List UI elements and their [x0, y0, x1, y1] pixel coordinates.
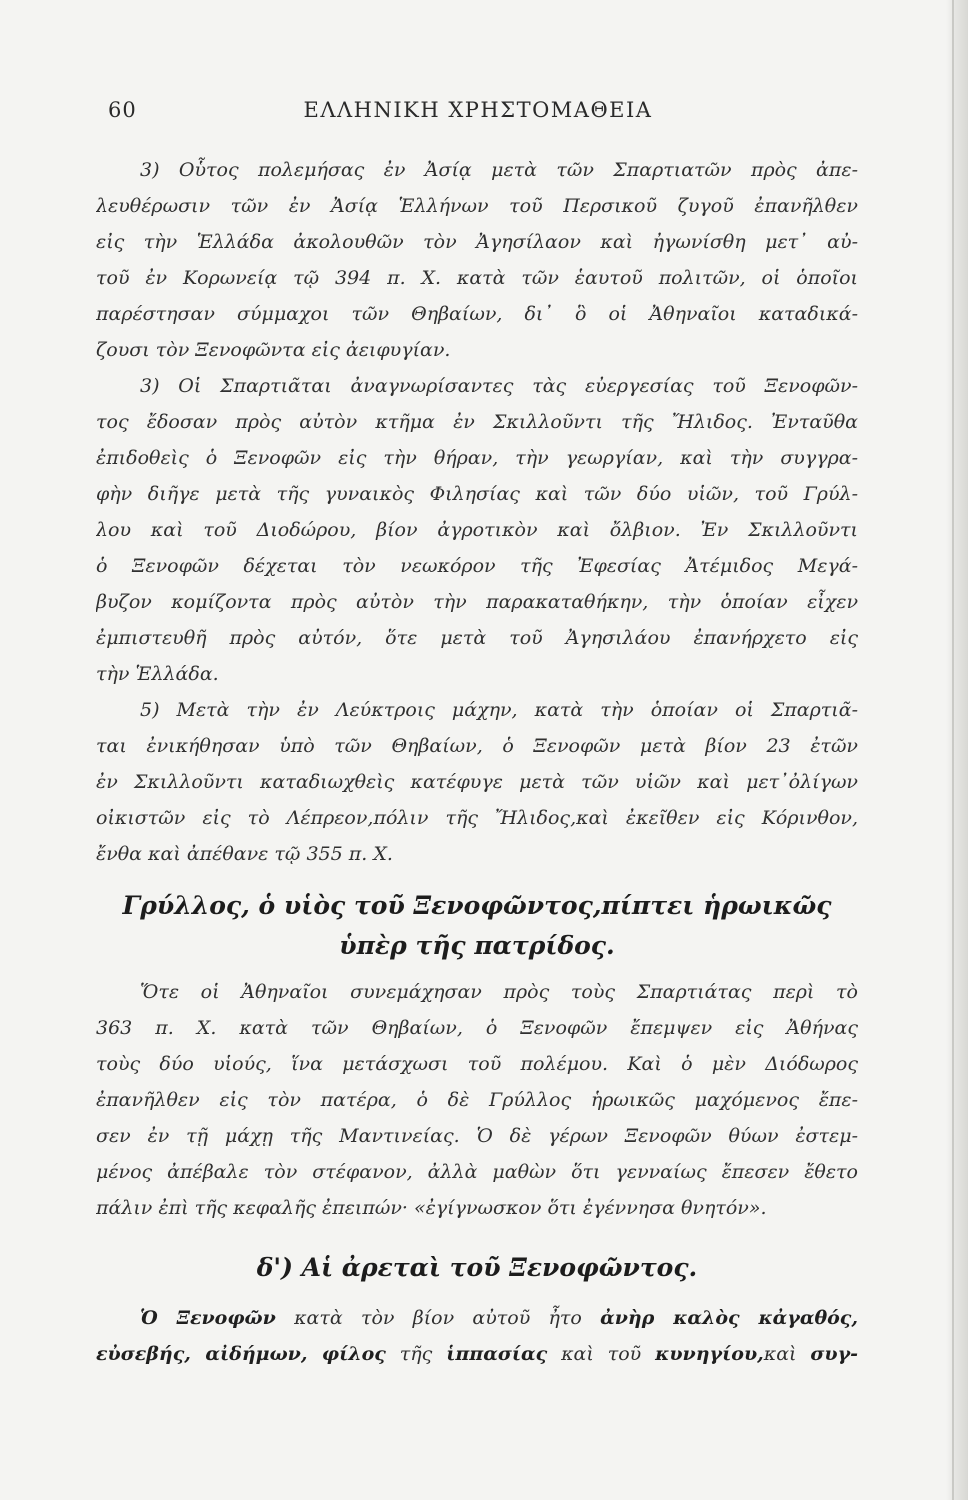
heading-line: Γρύλλος, ὁ υἱὸς τοῦ Ξενοφῶντος,πίπτει ἡρωικῶς	[122, 891, 832, 920]
text-run: κατὰ τὸν βίον αὐτοῦ ἦτο	[275, 1307, 601, 1329]
text-line: τὴν Ἑλλάδα.	[96, 663, 219, 685]
text-line: τοῦ ἐν Κορωνείᾳ τῷ 394 π. Χ. κατὰ τῶν ἑαυτοῦ πολιτῶν, οἱ ὁποῖοι	[96, 267, 858, 289]
text-line: 5) Μετὰ τὴν ἐν Λεύκτροις μάχην, κατὰ τὴν ὁποίαν οἱ Σπαρτιᾶ-	[140, 699, 858, 721]
text-line: ὁ Ξενοφῶν δέχεται τὸν νεωκόρον τῆς Ἐφεσίας Ἀτέμιδος Μεγά-	[96, 555, 858, 577]
text-line: Ὅτε οἱ Ἀθηναῖοι συνεμάχησαν πρὸς τοὺς Σπαρτιάτας περὶ τὸ	[140, 981, 858, 1003]
running-head	[108, 98, 848, 134]
text-line: φὴν διῆγε μετὰ τῆς γυναικὸς Φιλησίας καὶ τῶν δύο υἱῶν, τοῦ Γρύλ-	[96, 483, 858, 505]
bold-phrase: εὐσεβής, αἰδήμων, φίλος	[96, 1343, 386, 1365]
paragraph-3-agesilaus	[96, 152, 858, 368]
section-heading-gryllos	[96, 886, 858, 966]
text-line: οἰκιστῶν εἰς τὸ Λέπρεον,πόλιν τῆς Ἤλιδος,καὶ ἐκεῖθεν εἰς Κόρινθον,	[96, 807, 858, 829]
heading-line: ὑπὲρ τῆς πατρίδος.	[339, 931, 615, 960]
text-line: μένος ἀπέβαλε τὸν στέφανον, ἀλλὰ μαθὼν ὅτι γενναίως ἔπεσεν ἔθετο	[96, 1161, 858, 1183]
bold-phrase: συγ-	[810, 1343, 858, 1365]
text-line: ἐπανῆλθεν εἰς τὸν πατέρα, ὁ δὲ Γρύλλος ἡρωικῶς μαχόμενος ἔπε-	[96, 1089, 858, 1111]
text-line: λου καὶ τοῦ Διοδώρου, βίον ἀγροτικὸν καὶ ὄλβιον. Ἐν Σκιλλοῦντι	[96, 519, 858, 541]
bold-phrase: ἀνὴρ καλὸς κἀγαθός,	[600, 1307, 858, 1329]
text-line: ζουσι τὸν Ξενοφῶντα εἰς ἀειφυγίαν.	[96, 339, 451, 361]
text-line: πάλιν ἐπὶ τῆς κεφαλῆς ἐπειπών· «ἐγίγνωσκον ὅτι ἐγέννησα θνητόν».	[96, 1197, 767, 1219]
paragraph-gryllos	[96, 974, 858, 1226]
text-line: τοὺς δύο υἱούς, ἵνα μετάσχωσι τοῦ πολέμου. Καὶ ὁ μὲν Διόδωρος	[96, 1053, 858, 1075]
text-line	[96, 1336, 858, 1372]
text-line: ἐμπιστευθῆ πρὸς αὐτόν, ὅτε μετὰ τοῦ Ἀγησιλάου ἐπανήρχετο εἰς	[96, 627, 858, 649]
paragraph-virtues	[96, 1300, 858, 1372]
text-line: ται ἐνικήθησαν ὑπὸ τῶν Θηβαίων, ὁ Ξενοφῶν μετὰ βίον 23 ἐτῶν	[96, 735, 858, 757]
text-line: 363 π. Χ. κατὰ τῶν Θηβαίων, ὁ Ξενοφῶν ἔπεμψεν εἰς Ἀθήνας	[96, 1017, 858, 1039]
heading-line: δ') Αἱ ἀρεταὶ τοῦ Ξενοφῶντος.	[256, 1253, 698, 1282]
text-line	[96, 1300, 858, 1336]
paragraph-5-leuctra	[96, 692, 858, 872]
text-line: ἐν Σκιλλοῦντι καταδιωχθεὶς κατέφυγε μετὰ τῶν υἱῶν καὶ μετ᾽ὀλίγων	[96, 771, 858, 793]
page-text	[96, 152, 858, 1372]
text-line: εἰς τὴν Ἑλλάδα ἀκολουθῶν τὸν Ἀγησίλαον καὶ ἠγωνίσθη μετ᾽ αὐ-	[96, 231, 858, 253]
page-edge-line	[952, 0, 954, 1500]
text-line: παρέστησαν σύμμαχοι τῶν Θηβαίων, δι᾽ ὃ οἱ Ἀθηναῖοι καταδικά-	[96, 303, 858, 325]
text-line: ἔνθα καὶ ἀπέθανε τῷ 355 π. Χ.	[96, 843, 393, 865]
running-title: ΕΛΛΗΝΙΚΗ ΧΡΗΣΤΟΜΑΘΕΙΑ	[303, 98, 653, 122]
text-line: τος ἔδοσαν πρὸς αὐτὸν κτῆμα ἐν Σκιλλοῦντι τῆς Ἤλιδος. Ἐνταῦθα	[96, 411, 858, 433]
page-number: 60	[108, 98, 137, 122]
text-line: 3) Οἱ Σπαρτιᾶται ἀναγνωρίσαντες τὰς εὐεργεσίας τοῦ Ξενοφῶν-	[140, 375, 858, 397]
text-run: καὶ τοῦ	[547, 1343, 656, 1365]
bold-phrase: κυνηγίου,	[655, 1343, 764, 1365]
text-line: λευθέρωσιν τῶν ἐν Ἀσίᾳ Ἑλλήνων τοῦ Περσικοῦ ζυγοῦ ἐπανῆλθεν	[96, 195, 858, 217]
text-line: βυζον κομίζοντα πρὸς αὐτὸν τὴν παρακαταθήκην, τὴν ὁποίαν εἶχεν	[96, 591, 858, 613]
page-edge	[946, 0, 968, 1500]
text-run: τῆς	[385, 1343, 447, 1365]
text-line: σεν ἐν τῇ μάχῃ τῆς Μαντινείας. Ὁ δὲ γέρων Ξενοφῶν θύων ἐστεμ-	[96, 1125, 858, 1147]
section-heading-virtues	[96, 1248, 858, 1288]
bold-phrase: Ὁ Ξενοφῶν	[140, 1307, 276, 1329]
text-line: 3) Οὗτος πολεμήσας ἐν Ἀσίᾳ μετὰ τῶν Σπαρτιατῶν πρὸς ἀπε-	[140, 159, 858, 181]
paragraph-3-skillous	[96, 368, 858, 692]
text-line: ἐπιδοθεὶς ὁ Ξενοφῶν εἰς τὴν θήραν, τὴν γεωργίαν, καὶ τὴν συγγρα-	[96, 447, 858, 469]
text-run: καὶ	[763, 1343, 811, 1365]
bold-phrase: ἱππασίας	[446, 1343, 548, 1365]
